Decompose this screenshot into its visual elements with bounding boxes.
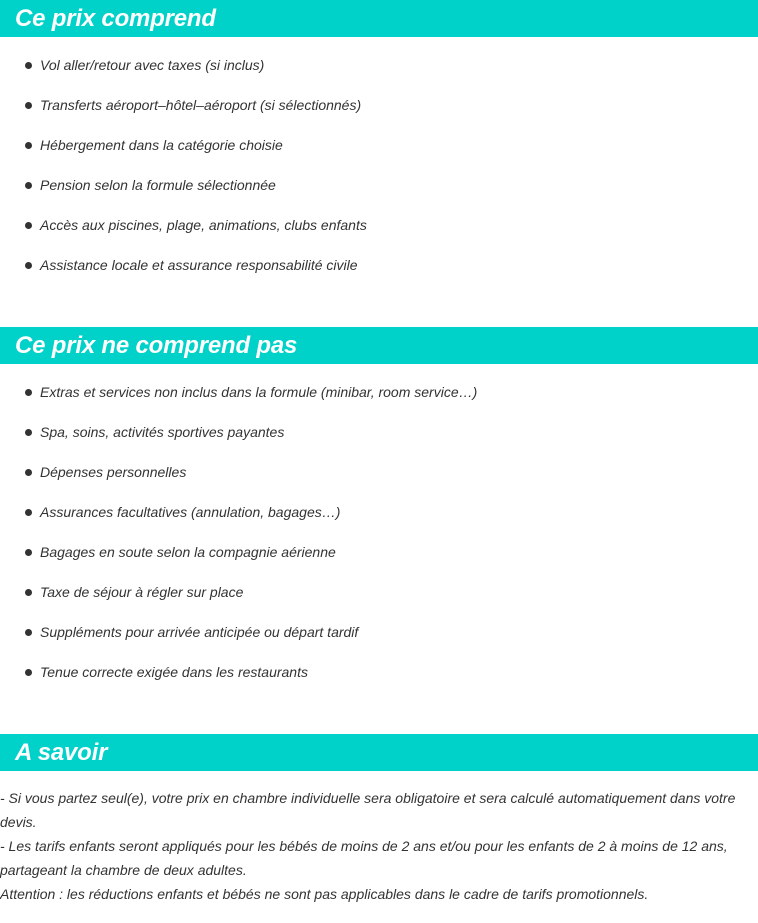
bullet-icon [25,629,32,636]
section-header-info [0,734,758,771]
bullet-icon [25,102,32,109]
section-title-info: A savoir [15,738,108,766]
list-item-text: Spa, soins, activités sportives payantes [40,424,285,440]
bullet-icon [25,509,32,516]
list-item-text: Assistance locale et assurance responsabilité civile [40,257,358,273]
bullet-icon [25,262,32,269]
list-item-text: Suppléments pour arrivée anticipée ou départ tardif [40,624,359,640]
list-item [0,45,758,85]
bullet-icon [25,589,32,596]
section-title-included: Ce prix comprend [15,4,216,32]
not-included-list [0,372,758,692]
list-item-text: Pension selon la formule sélectionnée [40,177,276,193]
list-item [0,452,758,492]
info-text-block [0,786,756,906]
list-item [0,205,758,245]
list-item-text: Bagages en soute selon la compagnie aérienne [40,544,336,560]
list-item-text: Assurances facultatives (annulation, bagages…) [40,504,341,520]
bullet-icon [25,669,32,676]
list-item [0,532,758,572]
bullet-icon [25,182,32,189]
list-item [0,372,758,412]
section-title-not-included: Ce prix ne comprend pas [15,331,298,359]
list-item-text: Tenue correcte exigée dans les restaurants [40,664,308,680]
bullet-icon [25,549,32,556]
list-item-text: Extras et services non inclus dans la formule (minibar, room service…) [40,384,478,400]
list-item-text: Hébergement dans la catégorie choisie [40,137,283,153]
list-item [0,572,758,612]
info-line: Attention : les réductions enfants et bébés ne sont pas applicables dans le cadre de tarifs promotionnels. [0,886,649,902]
list-item [0,492,758,532]
bullet-icon [25,142,32,149]
list-item-text: Accès aux piscines, plage, animations, clubs enfants [40,217,367,233]
bullet-icon [25,389,32,396]
list-item [0,612,758,652]
bullet-icon [25,429,32,436]
list-item-text: Taxe de séjour à régler sur place [40,584,244,600]
bullet-icon [25,469,32,476]
list-item [0,412,758,452]
list-item [0,165,758,205]
list-item [0,652,758,692]
bullet-icon [25,62,32,69]
list-item [0,85,758,125]
section-header-not-included [0,327,758,364]
list-item-text: Vol aller/retour avec taxes (si inclus) [40,57,265,73]
list-item-text: Dépenses personnelles [40,464,187,480]
list-item [0,245,758,285]
list-item-text: Transferts aéroport–hôtel–aéroport (si sélectionnés) [40,97,362,113]
list-item [0,125,758,165]
section-header-included [0,0,758,37]
info-line: - Les tarifs enfants seront appliqués pour les bébés de moins de 2 ans et/ou pour les enfants de 2 à moins de 12 ans, partageant la chambre de deux adultes. [0,838,728,878]
included-list [0,45,758,285]
bullet-icon [25,222,32,229]
info-line: - Si vous partez seul(e), votre prix en chambre individuelle sera obligatoire et sera calculé automatiquement dans votre devis. [0,790,736,830]
